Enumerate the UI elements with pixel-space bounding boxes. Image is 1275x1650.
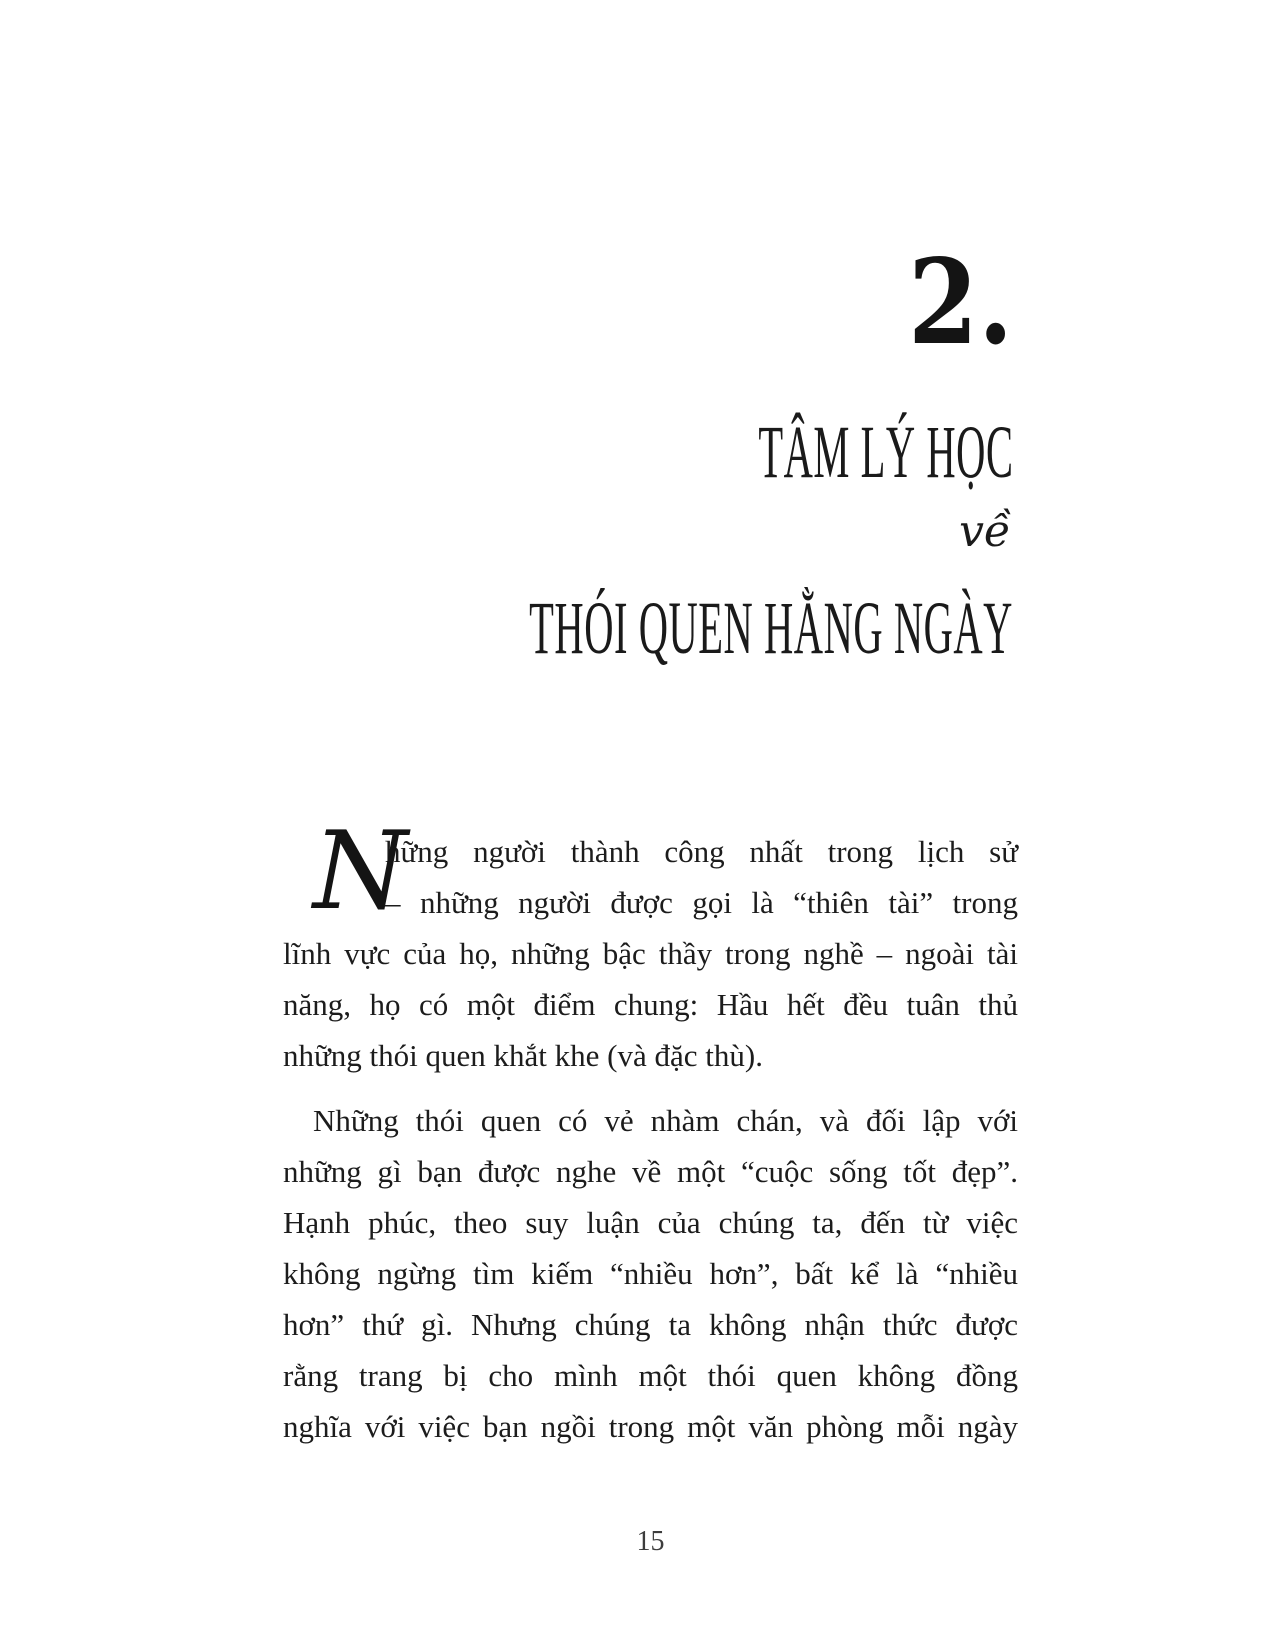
chapter-title-line1: TÂM LÝ HỌC	[757, 411, 1013, 494]
text-line: – những người được gọi là “thiên tài” trong	[385, 885, 1018, 920]
body-text	[283, 809, 1018, 1452]
text-line: hững người thành công nhất trong lịch sử	[385, 834, 1018, 869]
dropcap-letter: N	[313, 809, 408, 934]
text-line: những thói quen khắt khe (và đặc thù).	[283, 1038, 763, 1073]
text-line: những gì bạn được nghe về một “cuộc sống tốt đẹp”.	[283, 1154, 1018, 1189]
text-line: lĩnh vực của họ, những bậc thầy trong nghề – ngoài tài	[283, 936, 1018, 971]
text-line: không ngừng tìm kiếm “nhiều hơn”, bất kể là “nhiều	[283, 1256, 1018, 1291]
paragraph-1	[283, 809, 1018, 1081]
paragraph-2	[283, 1095, 1018, 1452]
text-line: Những thói quen có vẻ nhàm chán, và đối lập với	[313, 1103, 1018, 1138]
page-number: 15	[636, 1526, 665, 1557]
chapter-title-line2: THÓI QUEN HẰNG NGÀY	[529, 587, 1013, 670]
chapter-title-connector: về	[959, 506, 1011, 557]
text-line: năng, họ có một điểm chung: Hầu hết đều tuân thủ	[283, 987, 1018, 1022]
paragraph-2-lines	[283, 1095, 1018, 1452]
text-line: hơn” thứ gì. Nhưng chúng ta không nhận thức được	[283, 1307, 1018, 1342]
text-line: Hạnh phúc, theo suy luận của chúng ta, đến từ việc	[283, 1205, 1018, 1240]
text-line: rằng trang bị cho mình một thói quen không đồng	[283, 1358, 1018, 1393]
chapter-number: 2.	[907, 233, 1013, 371]
text-line: nghĩa với việc bạn ngồi trong một văn phòng mỗi ngày	[283, 1409, 1018, 1444]
